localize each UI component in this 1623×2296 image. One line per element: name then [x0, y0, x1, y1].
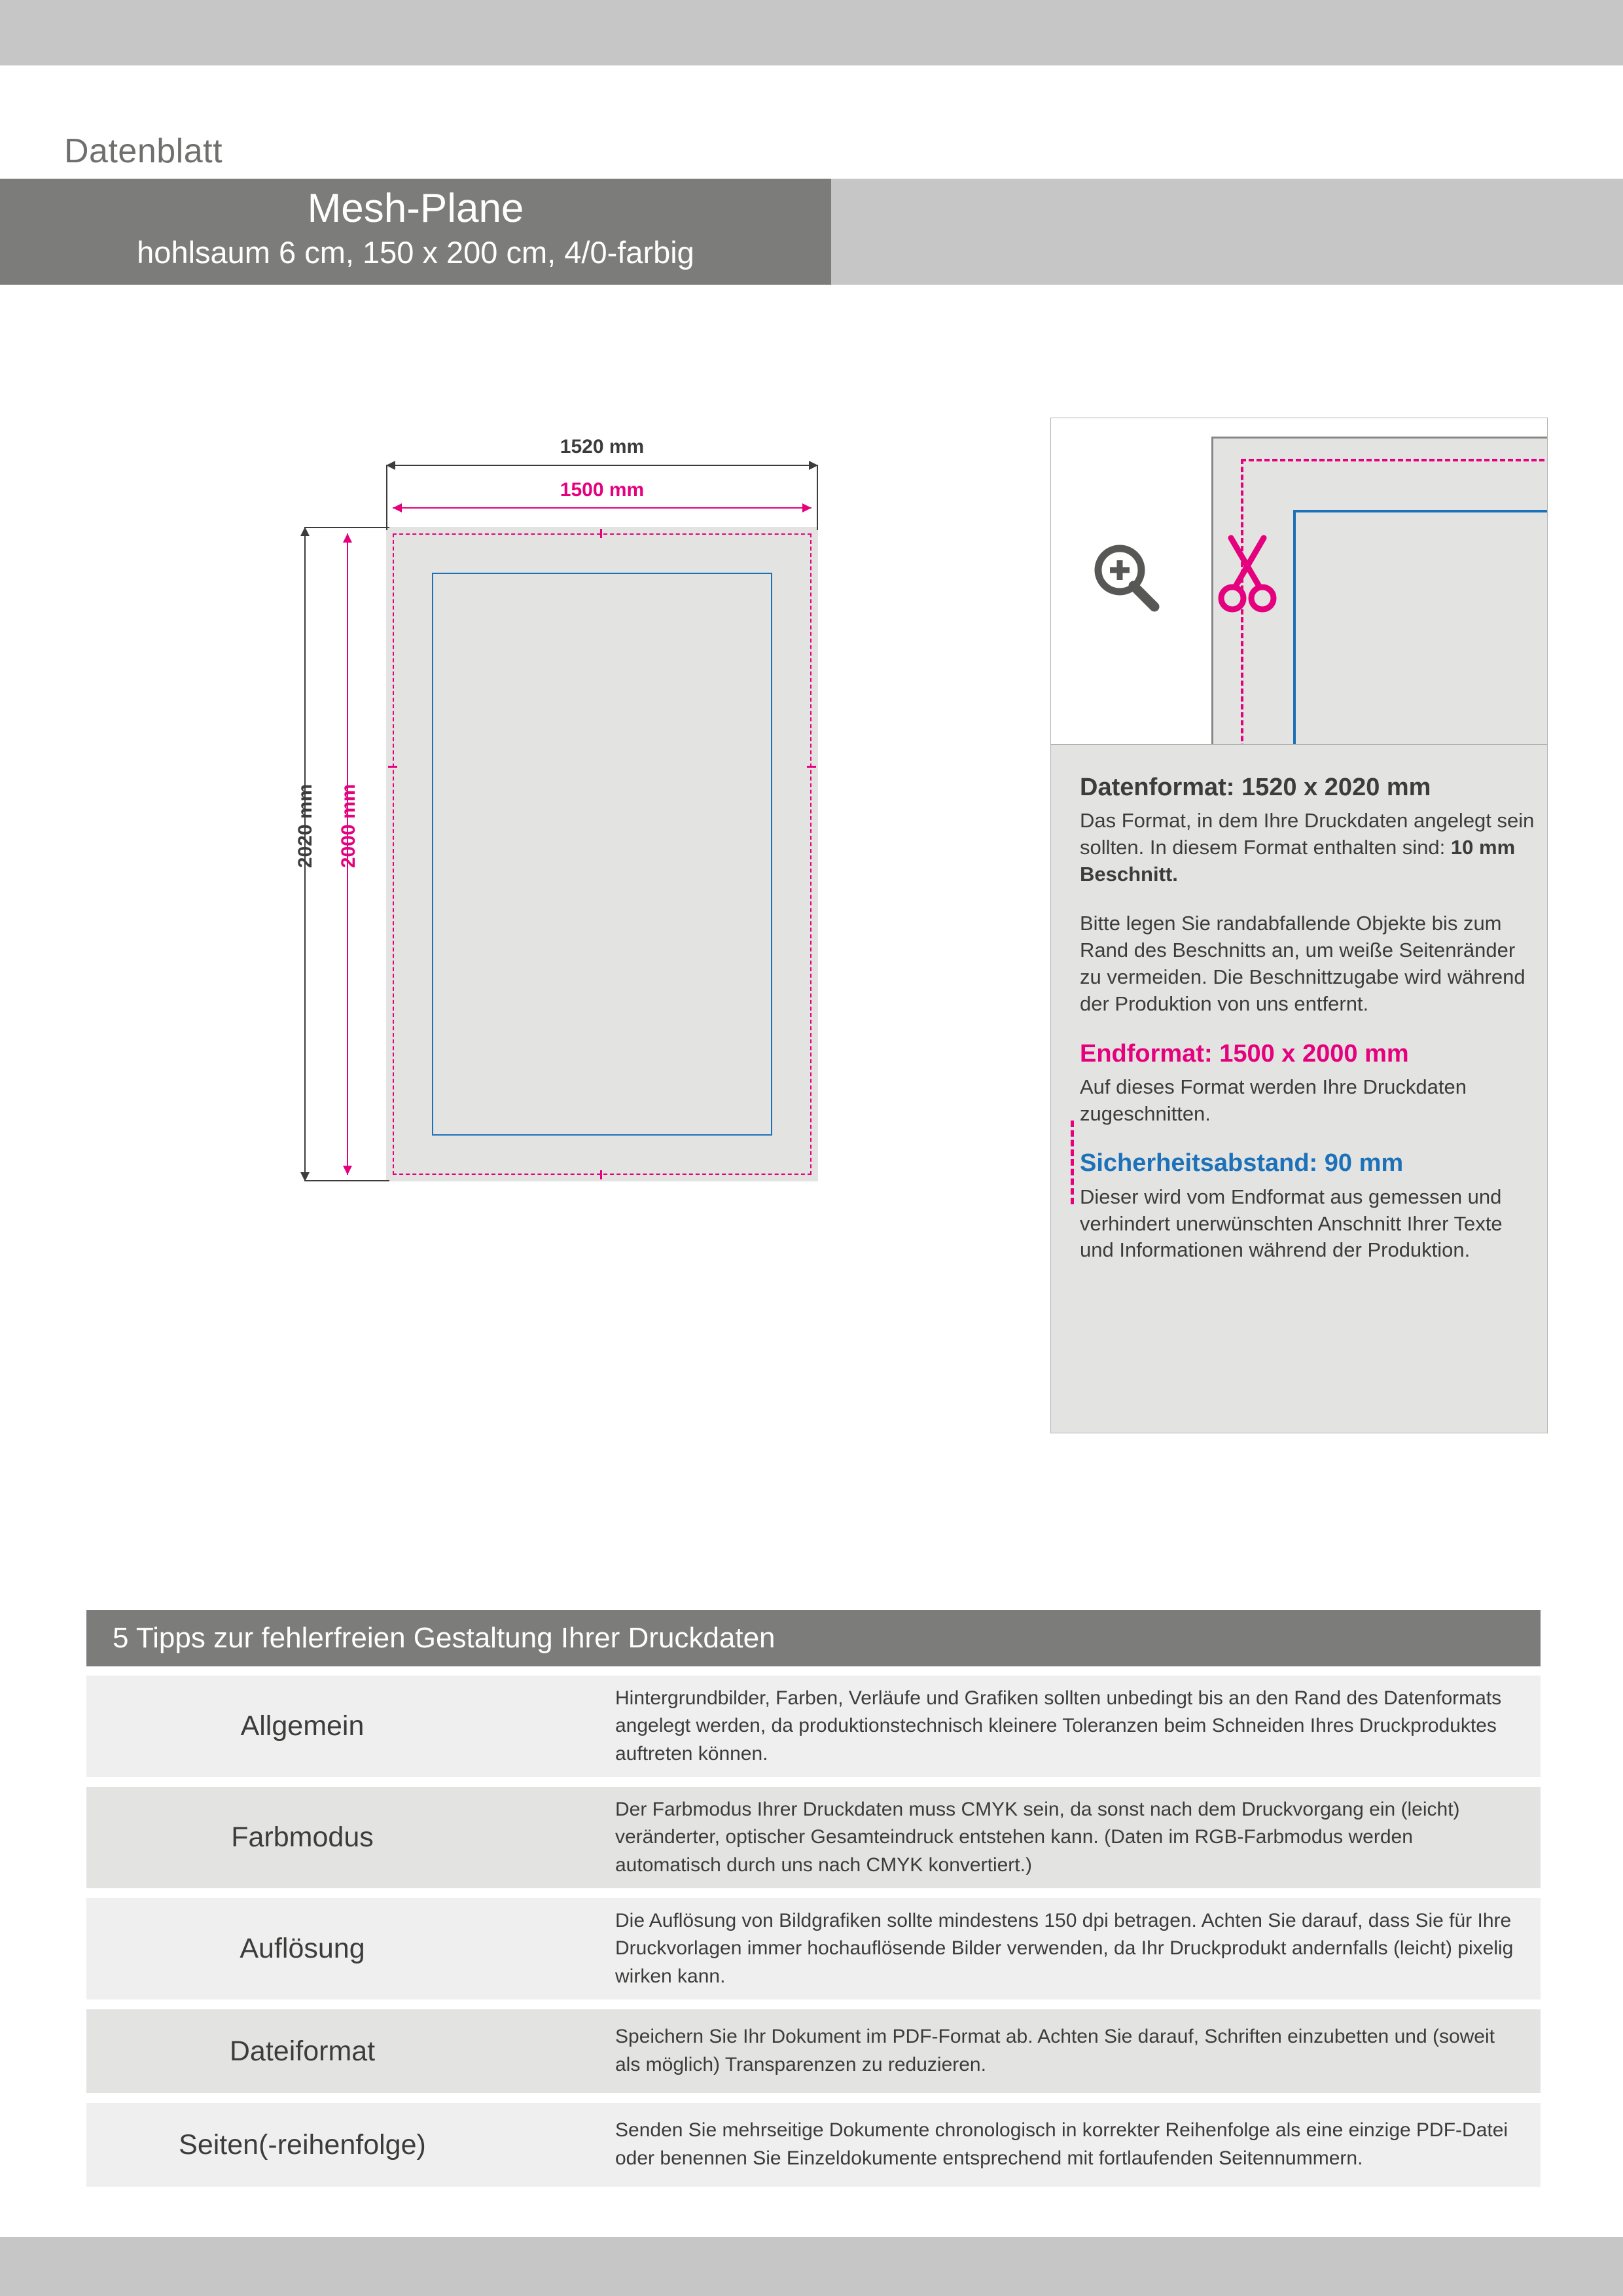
scissors-icon: [1211, 533, 1283, 618]
tip-row-farbmodus: [86, 1787, 1541, 1888]
tip-row-aufloesung: [86, 1898, 1541, 2000]
edge-marker-right: [807, 766, 816, 768]
edge-marker-top: [600, 529, 602, 538]
tip-text-farbmodus: Der Farbmodus Ihrer Druckdaten muss CMYK sein, da sonst nach dem Druckvorgang ein (leicht) veränderter, optischer Gesamteindruck entstehen kann. (Daten im RGB-Farbmodus werden automatisch durch uns nach CMYK konvertiert.): [615, 1798, 1460, 1876]
tip-label-seiten: Seiten(-reihenfolge): [179, 2128, 426, 2161]
dimension-tick-left: [386, 465, 387, 530]
endformat-heading: Endformat: 1500 x 2000 mm: [1080, 1039, 1409, 1067]
datenblatt-tab: [26, 123, 327, 179]
datenformat-text-1-bold: 10 mm Beschnitt.: [1080, 836, 1516, 886]
top-decoration-bar: [0, 0, 1623, 65]
tip-text-allgemein: Hintergrundbilder, Farben, Verläufe und Grafiken sollten unbedingt bis an den Rand des Datenformats angelegt werden, da produktionstechnisch kleinere Toleranzen beim Schneiden Ihres Druckproduktes auftreten können.: [615, 1687, 1502, 1765]
tip-text-dateiformat: Speichern Sie Ihr Dokument im PDF-Format ab. Achten Sie darauf, Schriften einzubetten und (soweit als möglich) Transparenzen zu reduzieren.: [615, 2026, 1495, 2075]
tips-heading-label: 5 Tipps zur fehlerfreien Gestaltung Ihrer Druckdaten: [113, 1622, 776, 1654]
page-subtitle: hohlsaum 6 cm, 150 x 200 cm, 4/0-farbig: [137, 235, 694, 270]
datenformat-text-1: Das Format, in dem Ihre Druckdaten angelegt sein sollten. In diesem Format enthalten sind:: [1080, 809, 1535, 859]
magnifier-plus-icon: [1090, 543, 1162, 615]
tip-label-farbmodus: Farbmodus: [231, 1821, 374, 1853]
datenformat-heading: Datenformat: 1520 x 2020 mm: [1080, 774, 1431, 801]
datenformat-paragraph-2: Bitte legen Sie randabfallende Objekte bis zum Rand des Beschnitts an, um weiße Seitenränder zu vermeiden. Die Beschnittzugabe wird während der Produktion von uns entfernt.: [1080, 911, 1525, 1015]
spacer: [1080, 888, 1538, 910]
format-diagram: [281, 419, 975, 1466]
tip-row-seiten: [86, 2103, 1541, 2187]
tip-row-dateiformat: [86, 2009, 1541, 2093]
dimension-tick-top: [304, 527, 389, 528]
datenblatt-label: Datenblatt: [64, 132, 223, 170]
height-outer-label: 2020 mm: [294, 783, 316, 869]
sicherheitsabstand-paragraph: Dieser wird vom Endformat aus gemessen und verhindert unerwünschten Anschnitt Ihrer Texte und Informationen während der Produktion.: [1080, 1185, 1503, 1262]
bottom-decoration-bar: [0, 2237, 1623, 2296]
width-dimension-line-outer: [386, 465, 818, 466]
tip-label-aufloesung: Auflösung: [240, 1933, 365, 1964]
tip-label-dateiformat: Dateiformat: [229, 2035, 376, 2067]
tip-text-seiten: Senden Sie mehrseitige Dokumente chronologisch in korrekter Reihenfolge als eine einzige PDF-Datei oder benennen Sie Einzeldokumente entsprechend mit fortlaufenden Seitennummern.: [615, 2119, 1508, 2169]
zoom-detail-box: [1050, 418, 1548, 745]
tip-row-allgemein: [86, 1676, 1541, 1777]
zoom-safety-line: [1293, 510, 1548, 745]
tips-header: [86, 1610, 1541, 1666]
sicherheitsabstand-heading: Sicherheitsabstand: 90 mm: [1080, 1149, 1404, 1177]
datenformat-paragraph-1: [1080, 808, 1538, 888]
safety-margin-line: [432, 573, 772, 1136]
tip-label-allgemein: Allgemein: [240, 1710, 365, 1742]
height-inner-label: 2000 mm: [338, 783, 359, 869]
edge-marker-left: [388, 766, 397, 768]
width-dimension-line-inner: [393, 507, 812, 509]
endformat-paragraph: Auf dieses Format werden Ihre Druckdaten zugeschnitten.: [1080, 1075, 1467, 1125]
width-inner-label: 1500 mm: [393, 479, 812, 501]
endformat-dashed-marker: [1071, 1121, 1077, 1204]
page-title: Mesh-Plane: [307, 186, 524, 231]
dimension-tick-bottom: [304, 1180, 389, 1181]
dimension-tick-right: [817, 465, 818, 530]
tip-text-aufloesung: Die Auflösung von Bildgrafiken sollte mindestens 150 dpi betragen. Achten Sie darauf, dass Sie für Ihre Druckvorlagen immer hochauflösende Bilder verwenden, da Ihr Druckprodukt andernfalls (leicht) pixelig wirken kann.: [615, 1909, 1514, 1987]
info-panel-text: [1080, 771, 1538, 1264]
edge-marker-bottom: [600, 1170, 602, 1179]
width-outer-label: 1520 mm: [386, 436, 818, 458]
